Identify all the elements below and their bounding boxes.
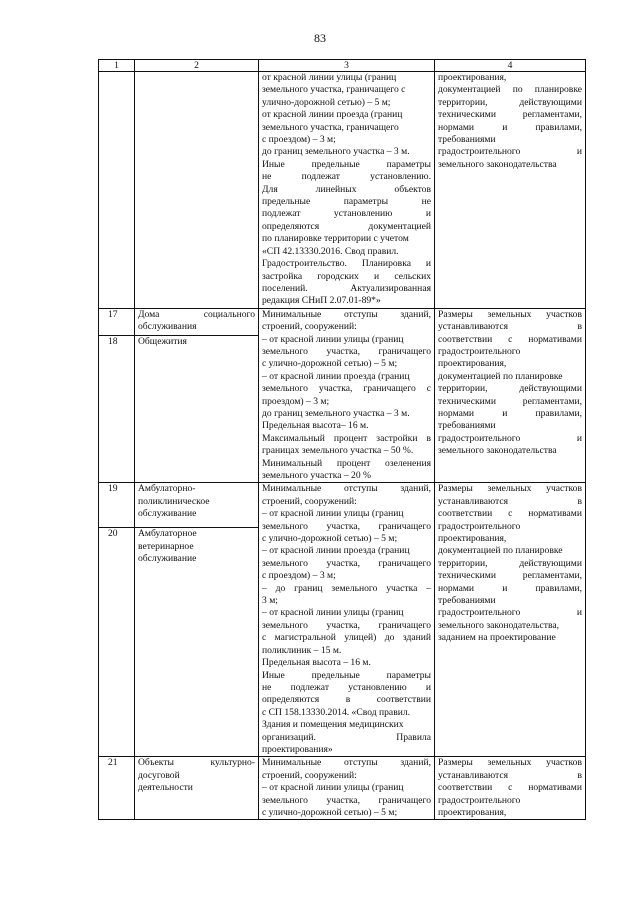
cell-parameters: [259, 483, 435, 757]
row-name-line: Общежития: [138, 336, 187, 348]
row-name-line: поликлиническое: [138, 495, 210, 507]
cell-text-line: от красной линии проезда (границ: [262, 109, 403, 121]
cell-text-line: документацией по планировке: [438, 84, 582, 96]
row-name-line: Амбулаторно-: [138, 483, 196, 495]
cell-text-line: с СП 158.13330.2014. «Свод правил.: [262, 706, 411, 718]
cell-text-line: земельного участка, граничащего: [262, 345, 431, 357]
cell-text-line: земельного участка, граничащего с: [262, 383, 431, 395]
cell-text-line: нормами и правилами,: [438, 121, 582, 133]
cell-text-line: строений, сооружений:: [262, 769, 357, 781]
cell-text-line: соответствии с нормативами: [438, 333, 582, 345]
cell-text-line: нормами и правилами,: [438, 582, 582, 594]
cell-text-line: заданием на проектирование: [438, 632, 556, 644]
cell-text-line: техническими регламентами,: [438, 109, 582, 121]
cell-text-line: требованиями: [438, 595, 496, 607]
cell-text-line: Минимальные отступы зданий,: [262, 308, 431, 320]
cell-text-line: Минимальный процент озеленения: [262, 457, 431, 469]
cell-text-line: градостроительного и: [438, 607, 582, 619]
cell-text-line: проектирования,: [438, 807, 507, 819]
cell-text-line: до границ земельного участка – 3 м.: [262, 146, 410, 158]
cell-text-line: строений, сооружений:: [262, 495, 357, 507]
cell-text-line: подлежат установлению и: [262, 208, 431, 220]
cell-text-line: определяются в соответствии: [262, 694, 431, 706]
cell-text-line: проектирования,: [438, 533, 507, 545]
row-name-line: деятельности: [138, 782, 193, 794]
row-number: 20: [108, 528, 118, 540]
cell-text-line: с улично-дорожной сетью) – 5 м;: [262, 533, 398, 545]
cell-text-line: техническими регламентами,: [438, 395, 582, 407]
cell-text-line: строений, сооружений:: [262, 321, 357, 333]
cell-text-line: градостроительного и: [438, 432, 582, 444]
table-row: [99, 308, 586, 335]
cell-name: [135, 72, 259, 309]
cell-text-line: с проездом) – 3 м;: [262, 134, 336, 146]
cell-text-line: Для линейных объектов: [262, 183, 431, 195]
cell-number: [99, 336, 135, 483]
cell-number: [99, 757, 135, 820]
cell-number: [99, 528, 135, 757]
cell-text-line: проездом) – 3 м;: [262, 395, 330, 407]
cell-text-line: поселений. Актуализированная: [262, 282, 431, 294]
cell-text-line: организаций. Правила: [262, 731, 431, 743]
table-row: [99, 483, 586, 528]
cell-requirements: [435, 757, 586, 820]
cell-text-line: устанавливаются в: [438, 769, 582, 781]
cell-text-line: градостроительного: [438, 520, 521, 532]
cell-text-line: земельного участка, граничащего: [262, 557, 431, 569]
cell-text-line: с проездом) – 3 м;: [262, 570, 336, 582]
cell-text-line: от красной линии улицы (границ: [262, 72, 397, 83]
cell-text-line: с улично-дорожной сетью) – 5 м;: [262, 807, 398, 819]
cell-text-line: территории, действующими: [438, 383, 582, 395]
cell-text-line: – от красной линии улицы (границ: [262, 782, 404, 794]
page-number: 83: [314, 31, 326, 45]
cell-text-line: нормами и правилами,: [438, 407, 582, 419]
cell-text-line: редакция СНиП 2.07.01-89*»: [262, 295, 381, 307]
table-row: [99, 72, 586, 309]
cell-text-line: земельного участка, граничащего: [262, 520, 431, 532]
cell-text-line: требованиями: [438, 420, 496, 432]
cell-text-line: с магистральной улицей) до зданий: [262, 632, 431, 644]
row-name-line: обслуживание: [138, 553, 197, 565]
row-name-line: обслуживание: [138, 508, 197, 520]
row-number: 19: [108, 483, 118, 495]
cell-text-line: поликлиник – 15 м.: [262, 644, 342, 656]
cell-text-line: земельного законодательства,: [438, 619, 560, 631]
cell-text-line: 3 м;: [262, 595, 278, 607]
cell-text-line: техническими регламентами,: [438, 570, 582, 582]
header-cell: 3: [259, 60, 435, 72]
cell-text-line: определяются документацией: [262, 220, 431, 232]
cell-text-line: Здания и помещения медицинских: [262, 719, 404, 731]
cell-text-line: проектирования,: [438, 72, 507, 83]
cell-requirements: [435, 483, 586, 757]
table-row: [99, 757, 586, 820]
row-number: 21: [108, 757, 118, 769]
cell-text-line: градостроительного и: [438, 146, 582, 158]
cell-text-line: по планировке территории с учетом: [262, 233, 409, 245]
cell-text-line: «СП 42.13330.2016. Свод правил.: [262, 245, 399, 257]
cell-text-line: проектирования»: [262, 743, 333, 755]
cell-text-line: проектирования,: [438, 358, 507, 370]
cell-text-line: Градостроительство. Планировка и: [262, 258, 431, 270]
cell-text-line: Минимальные отступы зданий,: [262, 483, 431, 495]
cell-text-line: – от красной линии проезда (границ: [262, 370, 410, 382]
cell-text-line: – от красной линии улицы (границ: [262, 333, 404, 345]
row-name-line: Объекты культурно-: [138, 757, 255, 769]
header-cell: 4: [435, 60, 586, 72]
cell-text-line: требованиями: [438, 134, 496, 146]
cell-text-line: устанавливаются в: [438, 495, 582, 507]
cell-text-line: – от красной линии улицы (границ: [262, 607, 404, 619]
cell-requirements: [435, 308, 586, 483]
table-header-row: [99, 60, 586, 72]
cell-text-line: Минимальные отступы зданий,: [262, 757, 431, 769]
cell-text-line: Предельная высота – 16 м.: [262, 657, 371, 669]
header-cell: 2: [135, 60, 259, 72]
cell-text-line: – от красной линии улицы (границ: [262, 508, 404, 520]
cell-text-line: не подлежат установлению.: [262, 171, 431, 183]
cell-text-line: улично-дорожной сетью) – 5 м;: [262, 96, 391, 108]
cell-text-line: земельного законодательства: [438, 445, 557, 457]
header-cell: 1: [99, 60, 135, 72]
regulations-table: [98, 59, 586, 820]
row-name-line: Дома социального: [138, 308, 255, 320]
cell-text-line: территории, действующими: [438, 96, 582, 108]
cell-text-line: – от красной линии проезда (границ: [262, 545, 410, 557]
cell-name: [135, 528, 259, 757]
cell-text-line: устанавливаются в: [438, 321, 582, 333]
cell-name: [135, 336, 259, 483]
cell-text-line: Размеры земельных участков: [438, 757, 582, 769]
cell-text-line: застройка городских и сельских: [262, 270, 431, 282]
cell-text-line: Предельная высота– 16 м.: [262, 420, 369, 432]
cell-text-line: земельного законодательства: [438, 158, 557, 170]
row-name-line: досуговой: [138, 769, 180, 781]
row-number: 17: [108, 308, 118, 320]
row-name-line: Амбулаторное: [138, 528, 197, 540]
cell-requirements: [435, 72, 586, 309]
cell-text-line: территории, действующими: [438, 557, 582, 569]
cell-text-line: соответствии с нормативами: [438, 508, 582, 520]
cell-text-line: предельные параметры не: [262, 196, 431, 208]
cell-text-line: градостроительного: [438, 345, 521, 357]
cell-text-line: соответствии с нормативами: [438, 782, 582, 794]
cell-parameters: [259, 757, 435, 820]
cell-text-line: Максимальный процент застройки в: [262, 432, 431, 444]
cell-number: [99, 308, 135, 335]
cell-text-line: – до границ земельного участка –: [262, 582, 431, 594]
cell-text-line: Размеры земельных участков: [438, 308, 582, 320]
cell-text-line: границах земельного участка – 50 %.: [262, 445, 414, 457]
cell-text-line: Иные предельные параметры: [262, 669, 431, 681]
cell-text-line: Размеры земельных участков: [438, 483, 582, 495]
cell-parameters: [259, 308, 435, 483]
cell-name: [135, 757, 259, 820]
cell-name: [135, 483, 259, 528]
cell-text-line: документацией по планировке: [438, 545, 563, 557]
cell-number: [99, 72, 135, 309]
cell-text-line: градостроительного: [438, 794, 521, 806]
cell-text-line: земельного участка, граничащего: [262, 121, 399, 133]
cell-text-line: не подлежат установлению и: [262, 681, 431, 693]
cell-parameters: [259, 72, 435, 309]
cell-number: [99, 483, 135, 528]
cell-name: [135, 308, 259, 335]
cell-text-line: до границ земельного участка – 3 м.: [262, 407, 410, 419]
cell-text-line: земельного участка – 20 %: [262, 470, 372, 481]
row-number: 18: [108, 336, 118, 348]
row-name-line: обслуживания: [138, 321, 197, 333]
cell-text-line: земельного участка, граничащего с: [262, 84, 406, 96]
cell-text-line: документацией по планировке: [438, 370, 563, 382]
cell-text-line: земельного участка, граничащего: [262, 794, 431, 806]
row-name-line: ветеринарное: [138, 540, 194, 552]
cell-text-line: Иные предельные параметры: [262, 158, 431, 170]
cell-text-line: с улично-дорожной сетью) – 5 м;: [262, 358, 398, 370]
cell-text-line: земельного участка, граничащего: [262, 619, 431, 631]
